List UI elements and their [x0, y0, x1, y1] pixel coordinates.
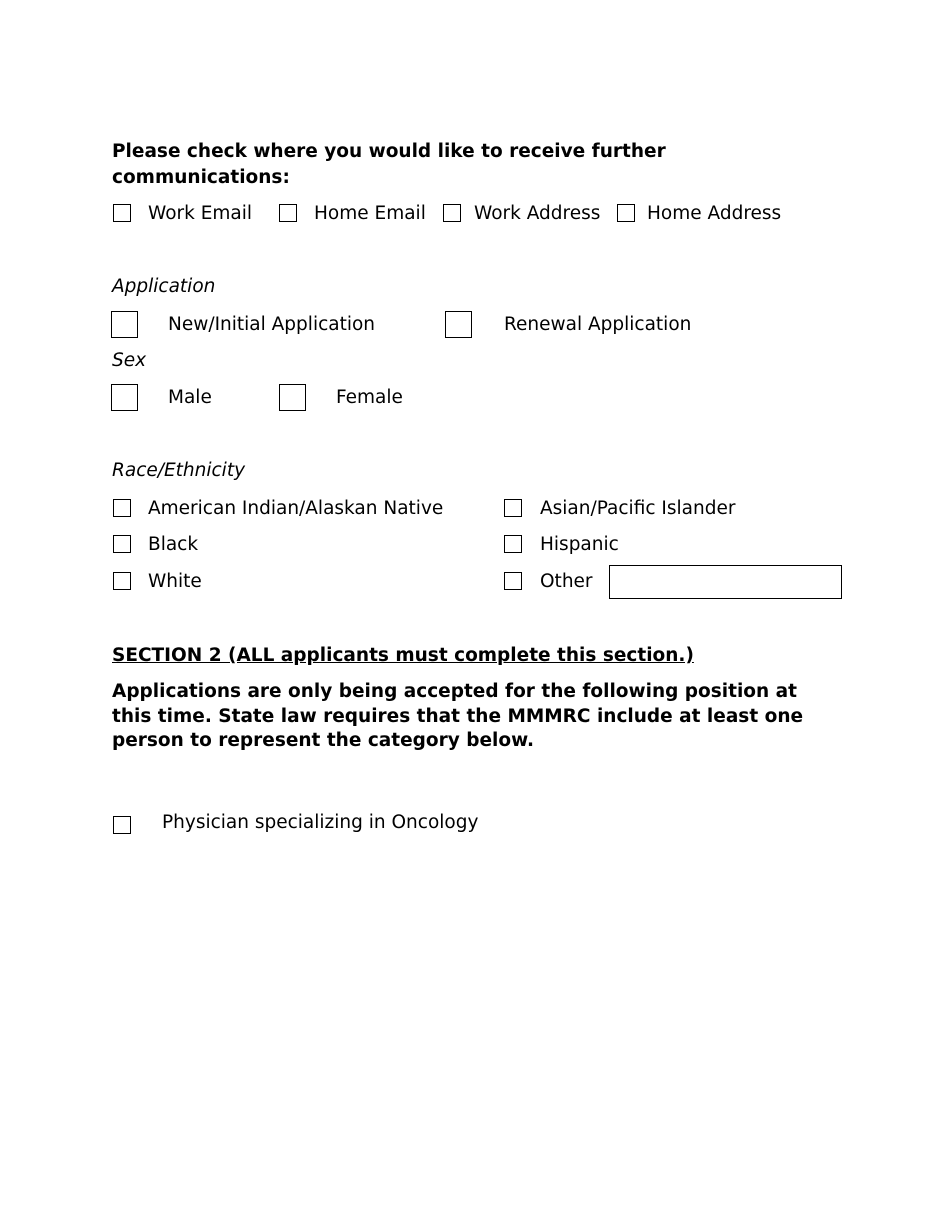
- male-checkbox[interactable]: [111, 384, 138, 411]
- asian-pacific-checkbox[interactable]: [504, 499, 522, 517]
- renewal-application-checkbox[interactable]: [445, 311, 472, 338]
- new-application-label: New/Initial Application: [168, 314, 376, 335]
- american-indian-label: American Indian/Alaskan Native: [148, 498, 444, 519]
- section2-body: Applications are only being accepted for the following position at this time. State law requires that the MMMRC include at least one person to represent the category below.: [112, 681, 804, 751]
- communications-prompt: Please check where you would like to receive further communications:: [112, 141, 666, 188]
- home-email-checkbox[interactable]: [279, 204, 297, 222]
- race-ethnicity-label: Race/Ethnicity: [112, 460, 246, 481]
- female-label: Female: [336, 387, 403, 408]
- oncology-physician-label: Physician specializing in Oncology: [162, 812, 479, 833]
- work-email-label: Work Email: [148, 203, 253, 224]
- work-address-checkbox[interactable]: [443, 204, 461, 222]
- black-label: Black: [148, 534, 199, 555]
- oncology-physician-checkbox[interactable]: [113, 816, 131, 834]
- home-address-label: Home Address: [647, 203, 782, 224]
- other-race-input[interactable]: [609, 565, 842, 599]
- home-email-label: Home Email: [314, 203, 426, 224]
- work-address-label: Work Address: [474, 203, 601, 224]
- section2-title: SECTION 2 (ALL applicants must complete this section.): [112, 645, 694, 666]
- home-address-checkbox[interactable]: [617, 204, 635, 222]
- other-checkbox[interactable]: [504, 572, 522, 590]
- white-checkbox[interactable]: [113, 572, 131, 590]
- asian-pacific-label: Asian/Pacific Islander: [540, 498, 736, 519]
- hispanic-checkbox[interactable]: [504, 535, 522, 553]
- hispanic-label: Hispanic: [540, 534, 619, 555]
- black-checkbox[interactable]: [113, 535, 131, 553]
- application-label: Application: [112, 276, 216, 297]
- new-application-checkbox[interactable]: [111, 311, 138, 338]
- male-label: Male: [168, 387, 212, 408]
- sex-label: Sex: [112, 350, 147, 371]
- work-email-checkbox[interactable]: [113, 204, 131, 222]
- other-label: Other: [540, 571, 593, 592]
- white-label: White: [148, 571, 202, 592]
- american-indian-checkbox[interactable]: [113, 499, 131, 517]
- female-checkbox[interactable]: [279, 384, 306, 411]
- renewal-application-label: Renewal Application: [504, 314, 692, 335]
